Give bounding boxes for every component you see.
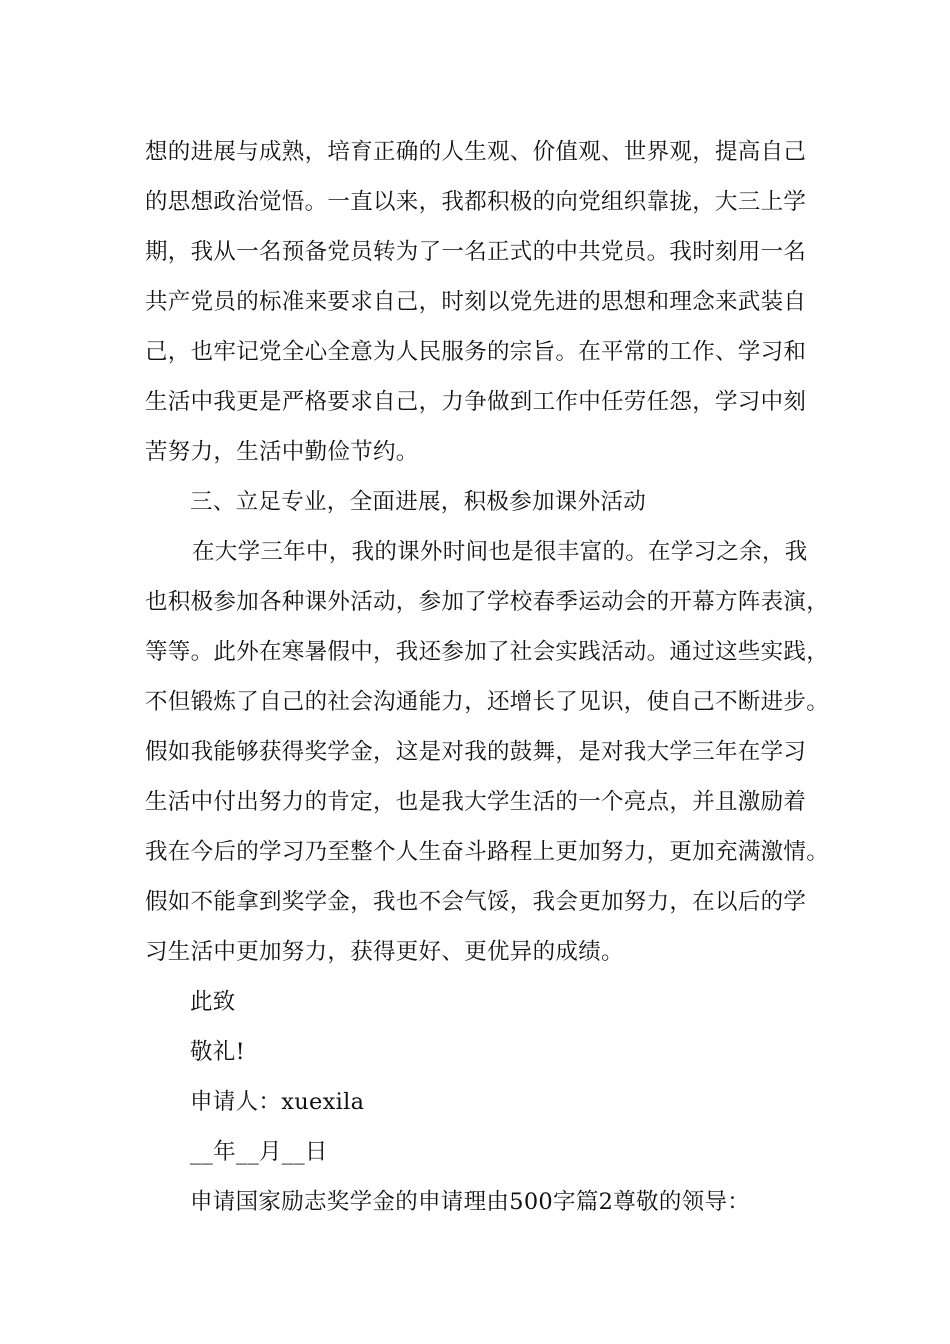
paragraph-line: 苦努力，生活中勤俭节约。 [145, 439, 419, 465]
applicant-signature: 申请人：xuexila [190, 1089, 365, 1115]
paragraph-line: 在大学三年中，我的课外时间也是很丰富的。在学习之余，我 [192, 539, 808, 565]
closing-regards: 敬礼! [190, 1039, 245, 1065]
paragraph-line: 共产党员的标准来要求自己，时刻以党先进的思想和理念来武装自 [145, 289, 807, 315]
paragraph-line: 习生活中更加努力，获得更好、更优异的成绩。 [145, 939, 624, 965]
paragraph-line: 生活中我更是严格要求自己，力争做到工作中任劳任怨，学习中刻 [145, 389, 807, 415]
paragraph-line: 生活中付出努力的肯定，也是我大学生活的一个亮点，并且激励着 [145, 789, 807, 815]
date-line: __年__月__日 [190, 1139, 328, 1165]
paragraph-line: 也积极参加各种课外活动，参加了学校春季运动会的开幕方阵表演， [145, 589, 830, 615]
paragraph-line: 的思想政治觉悟。一直以来，我都积极的向党组织靠拢，大三上学 [145, 189, 807, 215]
paragraph-line: 我在今后的学习乃至整个人生奋斗路程上更加努力，更加充满激情。 [145, 839, 830, 865]
paragraph-line: 等等。此外在寒暑假中，我还参加了社会实践活动。通过这些实践， [145, 639, 830, 665]
section-heading: 三、立足专业，全面进展，积极参加课外活动 [190, 489, 647, 515]
paragraph-line: 期，我从一名预备党员转为了一名正式的中共党员。我时刻用一名 [145, 239, 807, 265]
closing-salutation: 此致 [190, 989, 236, 1015]
paragraph-line: 不但锻炼了自己的社会沟通能力，还增长了见识，使自己不断进步。 [145, 689, 830, 715]
paragraph-line: 己，也牢记党全心全意为人民服务的宗旨。在平常的工作、学习和 [145, 339, 807, 365]
paragraph-line: 假如我能够获得奖学金，这是对我的鼓舞，是对我大学三年在学习 [145, 739, 807, 765]
paragraph-line: 假如不能拿到奖学金，我也不会气馁，我会更加努力，在以后的学 [145, 889, 807, 915]
paragraph-line: 想的进展与成熟，培育正确的人生观、价值观、世界观，提高自己 [145, 139, 807, 165]
next-article-title: 申请国家励志奖学金的申请理由500字篇2尊敬的领导： [190, 1189, 751, 1215]
